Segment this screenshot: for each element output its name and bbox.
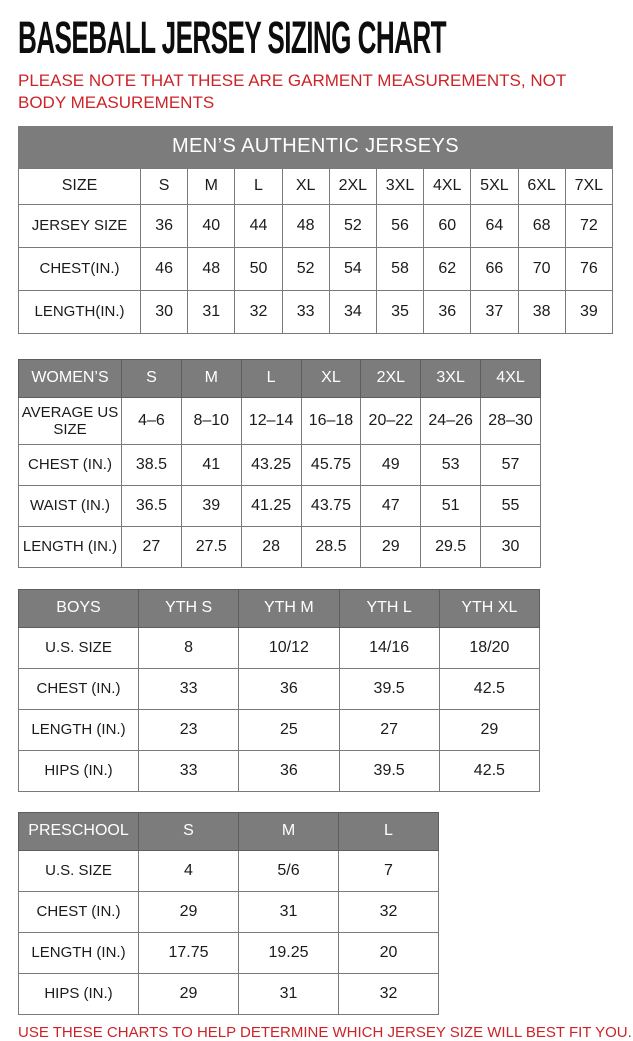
- row-label: LENGTH (IN.): [19, 526, 122, 567]
- table-title-cell: SIZE: [19, 168, 141, 204]
- header-row: [19, 812, 439, 850]
- measurement-value-cell: 17.75: [139, 932, 239, 973]
- measurement-value-cell: 31: [239, 891, 339, 932]
- table-row: [19, 627, 540, 668]
- table-row: [19, 204, 613, 247]
- row-label: U.S. SIZE: [19, 850, 139, 891]
- measurement-value-cell: 24–26: [421, 397, 481, 444]
- row-label: CHEST (IN.): [19, 444, 122, 485]
- size-column-header: YTH S: [139, 589, 239, 627]
- measurement-value-cell: 12–14: [241, 397, 301, 444]
- size-column-header: 7XL: [565, 168, 612, 204]
- table-row: [19, 932, 439, 973]
- measurement-value-cell: 38.5: [122, 444, 182, 485]
- measurement-value-cell: 47: [361, 485, 421, 526]
- measurement-value-cell: 48: [188, 247, 235, 290]
- measurement-value-cell: 70: [518, 247, 565, 290]
- fit-advice-note: USE THESE CHARTS TO HELP DETERMINE WHICH JERSEY SIZE WILL BEST FIT YOU.: [18, 1023, 632, 1041]
- size-column-header: S: [122, 359, 182, 397]
- size-column-header: 4XL: [424, 168, 471, 204]
- size-column-header: 3XL: [421, 359, 481, 397]
- boys-sizing-table: [18, 589, 540, 792]
- measurement-value-cell: 35: [376, 290, 423, 333]
- measurement-value-cell: 32: [339, 973, 439, 1014]
- sizing-chart-page: [18, 12, 632, 1041]
- measurement-value-cell: 39: [565, 290, 612, 333]
- header-row: [19, 168, 613, 204]
- measurement-value-cell: 72: [565, 204, 612, 247]
- measurement-value-cell: 19.25: [239, 932, 339, 973]
- size-column-header: L: [339, 812, 439, 850]
- table-row: [19, 485, 541, 526]
- size-column-header: L: [241, 359, 301, 397]
- measurement-value-cell: 23: [139, 709, 239, 750]
- measurement-value-cell: 7: [339, 850, 439, 891]
- measurement-value-cell: 41.25: [241, 485, 301, 526]
- size-column-header: 6XL: [518, 168, 565, 204]
- measurement-value-cell: 45.75: [301, 444, 361, 485]
- size-column-header: 3XL: [376, 168, 423, 204]
- header-row: [19, 359, 541, 397]
- row-label: HIPS (IN.): [19, 750, 139, 791]
- table-row: [19, 709, 540, 750]
- measurement-value-cell: 18/20: [439, 627, 539, 668]
- size-column-header: YTH XL: [439, 589, 539, 627]
- measurement-value-cell: 37: [471, 290, 518, 333]
- row-label: LENGTH(IN.): [19, 290, 141, 333]
- page-title: BASEBALL JERSEY SIZING CHART: [18, 12, 447, 63]
- table-row: [19, 973, 439, 1014]
- measurement-value-cell: 20: [339, 932, 439, 973]
- measurement-value-cell: 20–22: [361, 397, 421, 444]
- table-title-cell: PRESCHOOL: [19, 812, 139, 850]
- measurement-value-cell: 29: [361, 526, 421, 567]
- measurement-value-cell: 5/6: [239, 850, 339, 891]
- header-row: [19, 589, 540, 627]
- measurement-value-cell: 33: [139, 750, 239, 791]
- measurement-value-cell: 29: [139, 891, 239, 932]
- size-column-header: 2XL: [361, 359, 421, 397]
- row-label: CHEST(IN.): [19, 247, 141, 290]
- measurement-value-cell: 34: [329, 290, 376, 333]
- row-label: CHEST (IN.): [19, 891, 139, 932]
- size-column-header: 2XL: [329, 168, 376, 204]
- measurement-value-cell: 51: [421, 485, 481, 526]
- measurement-value-cell: 32: [339, 891, 439, 932]
- measurement-value-cell: 4: [139, 850, 239, 891]
- measurement-value-cell: 33: [139, 668, 239, 709]
- garment-measurement-note: PLEASE NOTE THAT THESE ARE GARMENT MEASUREMENTS, NOT BODY MEASUREMENTS: [18, 71, 566, 113]
- measurement-value-cell: 48: [282, 204, 329, 247]
- measurement-value-cell: 36: [239, 750, 339, 791]
- measurement-value-cell: 53: [421, 444, 481, 485]
- measurement-value-cell: 42.5: [439, 750, 539, 791]
- measurement-value-cell: 76: [565, 247, 612, 290]
- size-column-header: M: [181, 359, 241, 397]
- measurement-value-cell: 64: [471, 204, 518, 247]
- measurement-value-cell: 39.5: [339, 668, 439, 709]
- measurement-value-cell: 40: [188, 204, 235, 247]
- measurement-value-cell: 31: [188, 290, 235, 333]
- measurement-value-cell: 27: [122, 526, 182, 567]
- measurement-value-cell: 58: [376, 247, 423, 290]
- table-title-cell: WOMEN’S: [19, 359, 122, 397]
- measurement-value-cell: 4–6: [122, 397, 182, 444]
- measurement-value-cell: 68: [518, 204, 565, 247]
- size-column-header: M: [239, 812, 339, 850]
- measurement-value-cell: 43.75: [301, 485, 361, 526]
- measurement-value-cell: 16–18: [301, 397, 361, 444]
- measurement-value-cell: 43.25: [241, 444, 301, 485]
- measurement-value-cell: 32: [235, 290, 282, 333]
- table-row: [19, 891, 439, 932]
- measurement-value-cell: 8–10: [181, 397, 241, 444]
- measurement-value-cell: 36.5: [122, 485, 182, 526]
- measurement-value-cell: 46: [141, 247, 188, 290]
- table-row: [19, 850, 439, 891]
- size-column-header: XL: [301, 359, 361, 397]
- row-label: CHEST (IN.): [19, 668, 139, 709]
- measurement-value-cell: 27.5: [181, 526, 241, 567]
- measurement-value-cell: 52: [282, 247, 329, 290]
- row-label: HIPS (IN.): [19, 973, 139, 1014]
- womens-sizing-table: [18, 359, 541, 568]
- measurement-value-cell: 10/12: [239, 627, 339, 668]
- row-label: U.S. SIZE: [19, 627, 139, 668]
- measurement-value-cell: 42.5: [439, 668, 539, 709]
- measurement-value-cell: 30: [141, 290, 188, 333]
- measurement-value-cell: 39.5: [339, 750, 439, 791]
- measurement-value-cell: 57: [481, 444, 541, 485]
- measurement-value-cell: 29: [139, 973, 239, 1014]
- measurement-value-cell: 56: [376, 204, 423, 247]
- table-row: [19, 668, 540, 709]
- size-column-header: 5XL: [471, 168, 518, 204]
- measurement-value-cell: 31: [239, 973, 339, 1014]
- size-column-header: 4XL: [481, 359, 541, 397]
- row-label: WAIST (IN.): [19, 485, 122, 526]
- measurement-value-cell: 29: [439, 709, 539, 750]
- measurement-value-cell: 52: [329, 204, 376, 247]
- size-column-header: XL: [282, 168, 329, 204]
- table-row: [19, 526, 541, 567]
- measurement-value-cell: 36: [424, 290, 471, 333]
- table-title-cell: BOYS: [19, 589, 139, 627]
- measurement-value-cell: 8: [139, 627, 239, 668]
- measurement-value-cell: 30: [481, 526, 541, 567]
- measurement-value-cell: 27: [339, 709, 439, 750]
- measurement-value-cell: 50: [235, 247, 282, 290]
- row-label: AVERAGE US SIZE: [19, 397, 122, 444]
- measurement-value-cell: 38: [518, 290, 565, 333]
- measurement-value-cell: 60: [424, 204, 471, 247]
- row-label: LENGTH (IN.): [19, 932, 139, 973]
- measurement-value-cell: 28.5: [301, 526, 361, 567]
- table-row: [19, 397, 541, 444]
- size-column-header: YTH M: [239, 589, 339, 627]
- measurement-value-cell: 49: [361, 444, 421, 485]
- measurement-value-cell: 39: [181, 485, 241, 526]
- measurement-value-cell: 44: [235, 204, 282, 247]
- table-row: [19, 750, 540, 791]
- mens-authentic-jerseys-banner: MEN’S AUTHENTIC JERSEYS: [18, 126, 613, 168]
- measurement-value-cell: 66: [471, 247, 518, 290]
- table-row: [19, 444, 541, 485]
- row-label: LENGTH (IN.): [19, 709, 139, 750]
- measurement-value-cell: 33: [282, 290, 329, 333]
- size-column-header: YTH L: [339, 589, 439, 627]
- measurement-value-cell: 62: [424, 247, 471, 290]
- measurement-value-cell: 14/16: [339, 627, 439, 668]
- table-row: [19, 247, 613, 290]
- preschool-sizing-table: [18, 812, 439, 1015]
- measurement-value-cell: 54: [329, 247, 376, 290]
- measurement-value-cell: 29.5: [421, 526, 481, 567]
- size-column-header: S: [139, 812, 239, 850]
- size-column-header: M: [188, 168, 235, 204]
- measurement-value-cell: 36: [141, 204, 188, 247]
- mens-sizing-table: [18, 168, 613, 334]
- size-column-header: L: [235, 168, 282, 204]
- table-row: [19, 290, 613, 333]
- measurement-value-cell: 25: [239, 709, 339, 750]
- measurement-value-cell: 28–30: [481, 397, 541, 444]
- row-label: JERSEY SIZE: [19, 204, 141, 247]
- size-column-header: S: [141, 168, 188, 204]
- measurement-value-cell: 28: [241, 526, 301, 567]
- measurement-value-cell: 55: [481, 485, 541, 526]
- measurement-value-cell: 41: [181, 444, 241, 485]
- measurement-value-cell: 36: [239, 668, 339, 709]
